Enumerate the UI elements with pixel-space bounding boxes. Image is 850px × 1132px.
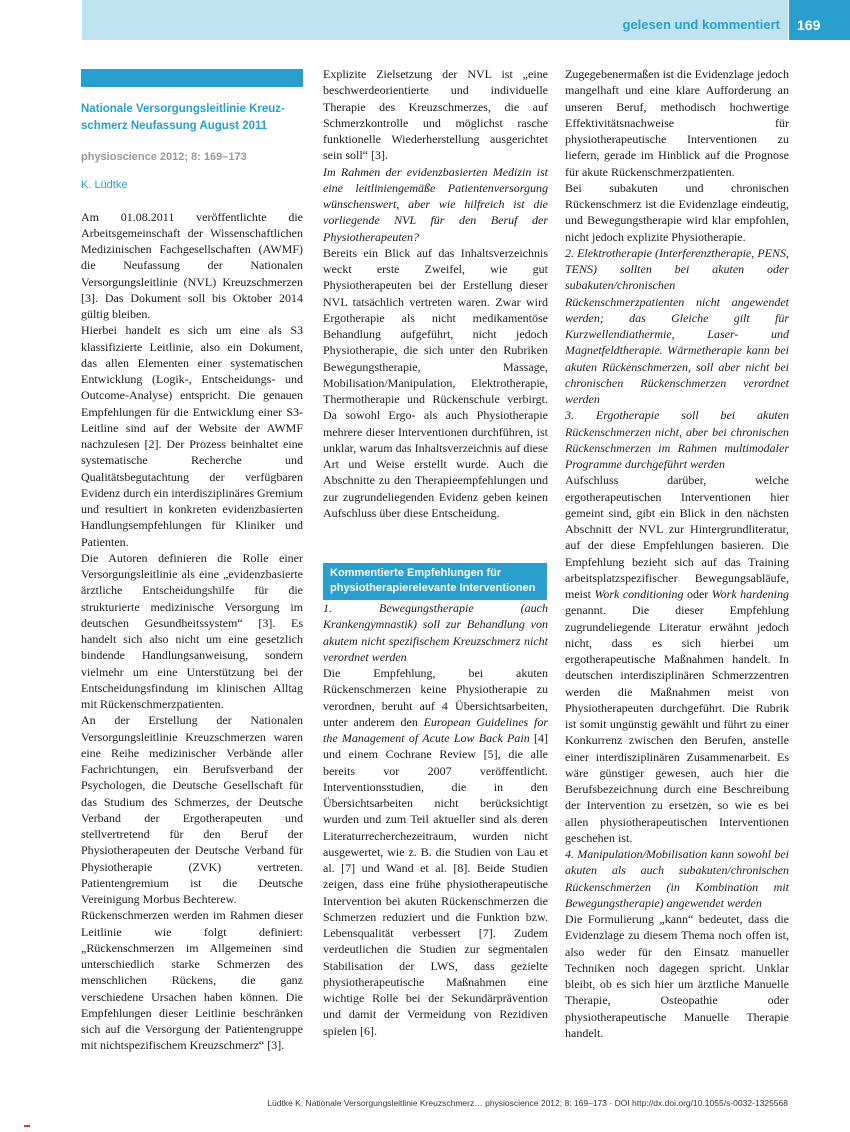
paragraph: Bei subakuten und chronischen Rückenschmerz ist die Evidenzlage eindeutig, und Bewegungstherapie wird klar empfohlen, nicht jedoch explizite Physiotherapie.: [565, 180, 789, 244]
paragraph: Die Autoren definieren die Rolle einer Versorgungsleitlinie als eine „evidenzbasierte ärztliche Entscheidungshilfe für die strukturierte medizinische Versorgung im deutschen Gesundheitssystem“ [3]. Es handelt sich also nicht um eine gesetzlich bindende Handlungsanweisung, sondern vielmehr um eine Unterstützung bei der Entscheidungsfindung im klinischen Alltag mit Rückenschmerzpatienten.: [81, 550, 303, 711]
journal-citation: physioscience 2012; 8: 169–173: [81, 151, 247, 163]
paragraph: [565, 472, 789, 846]
column-right: [565, 66, 789, 1041]
column-left: [81, 66, 303, 1054]
question-paragraph: Im Rahmen der evidenzbasierten Medizin ist eine leitliniengemäße Patientenversorgung wünschenswert, aber wie hilfreich ist die vorliegende NVL für den Beruf der Physiotherapeuten?: [323, 164, 548, 244]
paragraph: Explizite Zielsetzung der NVL ist „eine beschwerdeorientierte und individuelle Therapie des Kreuzschmerzes, die auf Schmerzkontrolle und möglichst rasche funktionelle Wiederherstellung ausgerichtet sein soll“ [3].: [323, 67, 548, 163]
recommendation-4: 4. Manipulation/Mobilisation kann sowohl bei akuten als auch subakuten/chronischen Rückenschmerzen (in Kombination mit Bewegungstherapie) angewendet werden: [565, 847, 789, 910]
paragraph: Rückenschmerzen werden im Rahmen dieser Leitlinie wie folgt definiert: „Rückenschmerzen im Allgemeinen sind unterschiedlich starke Schmerzen des menschlichen Rückens, die ganz verschiedene Ursachen haben können. Die Empfehlungen dieser Leitlinie beschränken sich auf die Versorgung der Patientengruppe mit nichtspezifischem Kreuzschmerz“ [3].: [81, 908, 303, 1053]
section-heading-box: Kommentierte Empfehlungen für physiotherapierelevante Interventionen: [323, 563, 547, 600]
paragraph: An der Erstellung der Nationalen Versorgungsleitlinie Kreuzschmerzen waren eine Reihe medizinischer Verbände aller Fachrichtungen, ein Berufsverband der Psychologen, die Deutsche Gesellschaft für das Studium des Schmerzes, der Deutsche Verband der Ergotherapeuten und stellvertretend für den Beruf der Physiotherapeuten der Deutsche Verband für Physiotherapie (ZVK) vertreten. Patientengremium ist die Deutsche Vereinigung Morbus Bechterew.: [81, 713, 303, 906]
paragraph-text: Die Empfehlung, bei akuten Rückenschmerzen keine Physiotherapie zu verordnen, beruht auf 4 Übersichtsarbeiten, unter anderem den: [323, 666, 548, 729]
paragraph-text: oder: [683, 587, 712, 601]
paragraph-text: Aufschluss darüber, welche ergotherapeutischen Interventionen hier gemeint sind, gibt ein Blick in den nächsten Abschnitt der NVL zur Hintergrundliteratur, auf der diese Empfehlungen basieren. Die Empfehlung bezieht sich auf das Training arbeitsplatzspezifischer Bewegungsabläufe, meist: [565, 473, 789, 601]
paragraph: [323, 665, 548, 1039]
page-footer: Lüdtke K. Nationale Versorgungsleitlinie Kreuzschmerz… physioscience 2012; 8: 169–173 · DOI http://dx.doi.org/10.1055/s-0032-1325568: [267, 1098, 788, 1108]
guideline-title-emphasis: European Guidelines for the Management of Acute Low Back Pain: [323, 714, 548, 745]
term-emphasis: Work hardening: [711, 587, 790, 601]
paragraph: Hierbei handelt es sich um eine als S3 klassifizierte Leitlinie, also ein Dokument, das allen Elementen einer systematischen Entwicklung (Logik-, Entscheidungs- und Outcome-Analyse) entspricht. Die genauen Empfehlungen für die Entwicklung einer S3-Leitline sind auf der Website der AWMF nachzulesen [2]. Der Prozess beinhaltet eine systematische Recherche und Qualitätsbegutachtung der verfügbaren Evidenz durch ein interdisziplinäres Gremium und resultiert in konkreten evidenzbasierten Handlungsempfehlungen für Kliniker und Patienten.: [81, 323, 303, 549]
recommendation-1: 1. Bewegungstherapie (auch Krankengymnastik) soll zur Behandlung von akutem nicht spezifischem Kreuzschmerz nicht verordnet werden: [323, 601, 548, 664]
paragraph: Bereits ein Blick auf das Inhaltsverzeichnis weckt erste Zweifel, wie gut Physiotherapeuten bei der Erstellung dieser NVL tatsächlich vertreten waren. Zwar wird Ergotherapie als nicht medikamentöse Behandlung aufgeführt, nicht jedoch Physiotherapie, die sich unter den Rubriken Bewegungstherapie, Massage, Mobilisation/Manipulation, Elektrotherapie, Thermotherapie und Rückenschule verbirgt. Da sowohl Ergo- als auch Physiotherapie mehrere dieser Interventionen durchführen, ist unklar, warum das Inhaltsverzeichnis auf diese Art und Weise erstellt wurde. Auch die Abschnitte zu den Therapieempfehlungen und zur zugrundeliegenden Evidenz geben keinen Aufschluss über diese Entscheidung.: [323, 245, 548, 520]
author-name: K. Lüdtke: [81, 179, 128, 192]
paragraph: Am 01.08.2011 veröffentlichte die Arbeitsgemeinschaft der Wissenschaftlichen Medizinischen Fachgesellschaften (AWMF) die Neufassung der Nationalen Versorgungsleitlinie (NVL) Kreuzschmerzen [3]. Das Dokument soll bis Oktober 2014 gültig bleiben.: [81, 209, 303, 321]
recommendation-3: 3. Ergotherapie soll bei akuten Rückenschmerzen nicht, aber bei chronischen Rückenschmerzen im Rahmen multimodaler Programme durchgeführt werden: [565, 408, 789, 471]
paragraph-text: genannt. Die dieser Empfehlung zugrundeliegende Literatur erwähnt jedoch nicht, dass es sich hierbei um ergotherapeutische Maßnahmen handelt. In deutschen interdisziplinären Schmerzzentren werden die Maßnahmen meist von Physiotherapeuten durchgeführt. Die Rubrik ist somit ungünstig gewählt und führt zu einer Konkurrenz zwischen den Berufen, anstelle einer interdisziplinären Zusammenarbeit. Es wäre günstiger gewesen, auch hier die Berufsbezeichnung durch eine Beschreibung der Intervention zu ersetzen, so wie es bei allen physiotherapeutischen Interventionen geschehen ist.: [565, 603, 789, 845]
paragraph-text: [4] und einem Cochrane Review [5], die alle bereits vor 2007 veröffentlicht. Interventionsstudien, die in den Übersichtsarbeiten nicht berücksichtigt wurden und zum Teil aktueller sind als deren Literaturrecherchezeitraum, wurden nicht ausgewertet, wie z. B. die Studien von Lau et al. [7] und Wand et al. [8]. Beide Studien zeigen, dass eine frühe physiotherapeutische Intervention bei akuten Rückenschmerzen die Schmerzen reduziert und die Funktion bzw. Lebensqualität verbessert [7]. Zudem verdeutlichen die Studien zur segmentalen Stabilisation der LWS, dass gezielte physiotherapeutische Maßnahmen eine wichtige Rolle bei der Sekundärprävention und damit der Vermeidung von Rezidiven spielen [6].: [323, 731, 548, 1038]
paragraph: Zugegebenermaßen ist die Evidenzlage jedoch mangelhaft und eine klare Aufforderung an unseren Beruf, methodisch hochwertige Effektivitätsnachweise für physiotherapeutische Interventionen zu liefern, gerade im Hinblick auf die Prognose für akute Rückenschmerzpatienten.: [565, 67, 789, 179]
corner-mark: [24, 1125, 30, 1127]
title-accent-bar: [81, 69, 303, 87]
recommendation-2: 2. Elektrotherapie (Interferenztherapie, PENS, TENS) sollten bei akuten oder subakuten/chronischen Rückenschmerzpatienten nicht angewendet werden; das Gleiche gilt für Kurzwellendiathermie, Laser- und Magnetfeldtherapie. Wärmetherapie kann bei akuten Rückenschmerzen, soll aber nicht bei chronischen Rückenschmerzen verordnet werden: [565, 245, 789, 406]
running-header-section: gelesen und kommentiert: [622, 17, 780, 32]
column-middle: [323, 66, 548, 1039]
page-number: 169: [797, 17, 821, 33]
article-title: Nationale Versorgungsleitlinie Kreuz-schmerz Neufassung August 2011: [81, 103, 285, 132]
paragraph: Die Formulierung „kann“ bedeutet, dass die Evidenzlage zu diesem Thema noch offen ist, also weder für den Einsatz manueller Techniken noch dagegen spricht. Unklar bleibt, ob es sich hier um ärztliche Manuelle Therapie, Osteopathie oder physiotherapeutische Manuelle Therapie handelt.: [565, 912, 789, 1040]
term-emphasis: Work conditioning: [594, 587, 684, 601]
